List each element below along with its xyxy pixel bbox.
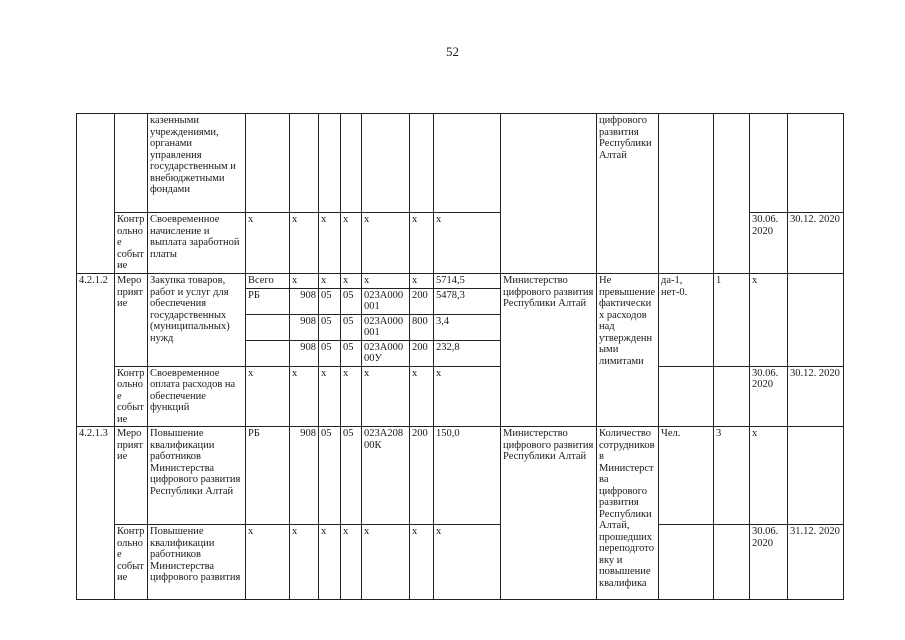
table-row: РБ 908 05 05 023А000001 200 5478,3 xyxy=(77,288,844,314)
start-date: 30.06. 2020 xyxy=(750,213,788,274)
number-cell: 4.2.1.2 xyxy=(77,274,115,427)
table-row: 4.2.1.2 Мероприятие Закупка товаров, работ и услуг для обеспечения государственных (муниципальных) нужд Всего х х х х х 5714,5 Министерство цифрового развития Республики Алтай Не превышение фактических расходов над утвержденными лимитами да-1, нет-0. 1 х xyxy=(77,274,844,289)
value-cell: 3 xyxy=(714,427,750,525)
table-row xyxy=(77,114,844,213)
start-date: 30.06. 2020 xyxy=(750,525,788,600)
start-date: 30.06. 2020 xyxy=(750,366,788,427)
value-cell xyxy=(714,114,750,274)
value-cell xyxy=(714,366,750,427)
name-cell: Своевременное оплата расходов на обеспечение функций xyxy=(148,366,246,427)
table-row: Контрольное событие Повышение квалификации работников Министерства цифрового развития х х х х х х х 30.06. 2020 31.12. 2020 xyxy=(77,525,844,600)
table-row: 908 05 05 023А000001 800 3,4 xyxy=(77,314,844,340)
end-date: 31.12. 2020 xyxy=(788,525,844,600)
name-cell: Закупка товаров, работ и услуг для обеспечения государственных (муниципальных) нужд xyxy=(148,274,246,367)
indicator-cell: Не превышение фактических расходов над утвержденными лимитами xyxy=(597,274,659,427)
type-cell: Мероприятие xyxy=(115,274,148,367)
executor-cell: Министерство цифрового развития Республики Алтай xyxy=(501,274,597,427)
number-cell: 4.2.1.3 xyxy=(77,427,115,600)
value-cell: 1 xyxy=(714,274,750,367)
name-cell: Повышение квалификации работников Министерства цифрового развития xyxy=(148,525,246,600)
table-row: 4.2.1.3 Мероприятие Повышение квалификации работников Министерства цифрового развития Республики Алтай РБ 908 05 05 023А20800К 200 150,0 Министерство цифрового развития Республики Алтай Количество сотрудников в Министерства цифрового развития Республики Алтай, прошедших переподготовку и повышение квалифика Чел. 3 х xyxy=(77,427,844,525)
unit-cell xyxy=(659,525,714,600)
end-date: 30.12. 2020 xyxy=(788,213,844,274)
unit-cell: Чел. xyxy=(659,427,714,525)
start-cell xyxy=(750,114,788,213)
indicator-cell: Количество сотрудников в Министерства цифрового развития Республики Алтай, прошедших переподготовку и повышение квалифика xyxy=(597,427,659,600)
number-cell xyxy=(77,114,115,274)
name-cell: казенными учреждениями, органами управления государственным и внебюджетными фондами xyxy=(148,114,246,213)
type-cell xyxy=(115,114,148,213)
indicator-cell: цифрового развития Республики Алтай xyxy=(597,114,659,274)
name-cell: Повышение квалификации работников Министерства цифрового развития Республики Алтай xyxy=(148,427,246,525)
end-cell xyxy=(788,274,844,367)
unit-cell xyxy=(659,114,714,274)
unit-cell xyxy=(659,366,714,427)
table-row: Контрольное событие Своевременное оплата расходов на обеспечение функций х х х х х х х 30.06. 2020 30.12. 2020 xyxy=(77,366,844,427)
executor-cell xyxy=(501,114,597,274)
unit-cell: да-1, нет-0. xyxy=(659,274,714,367)
type-cell: Контрольное событие xyxy=(115,366,148,427)
page-number: 52 xyxy=(446,44,459,59)
plan-table xyxy=(76,113,844,600)
end-date: 30.12. 2020 xyxy=(788,366,844,427)
type-cell: Мероприятие xyxy=(115,427,148,525)
start-cell: х xyxy=(750,427,788,525)
end-cell xyxy=(788,427,844,525)
value-cell xyxy=(714,525,750,600)
start-cell: х xyxy=(750,274,788,367)
table-row: Контрольное событие Своевременное начисление и выплата заработной платы х х х х х х х 30.06. 2020 30.12. 2020 xyxy=(77,213,844,274)
name-cell: Своевременное начисление и выплата заработной платы xyxy=(148,213,246,274)
executor-cell: Министерство цифрового развития Республики Алтай xyxy=(501,427,597,600)
type-cell: Контрольное событие xyxy=(115,525,148,600)
table-row: 908 05 05 023А00000У 200 232,8 xyxy=(77,340,844,366)
end-cell xyxy=(788,114,844,213)
type-cell: Контрольное событие xyxy=(115,213,148,274)
